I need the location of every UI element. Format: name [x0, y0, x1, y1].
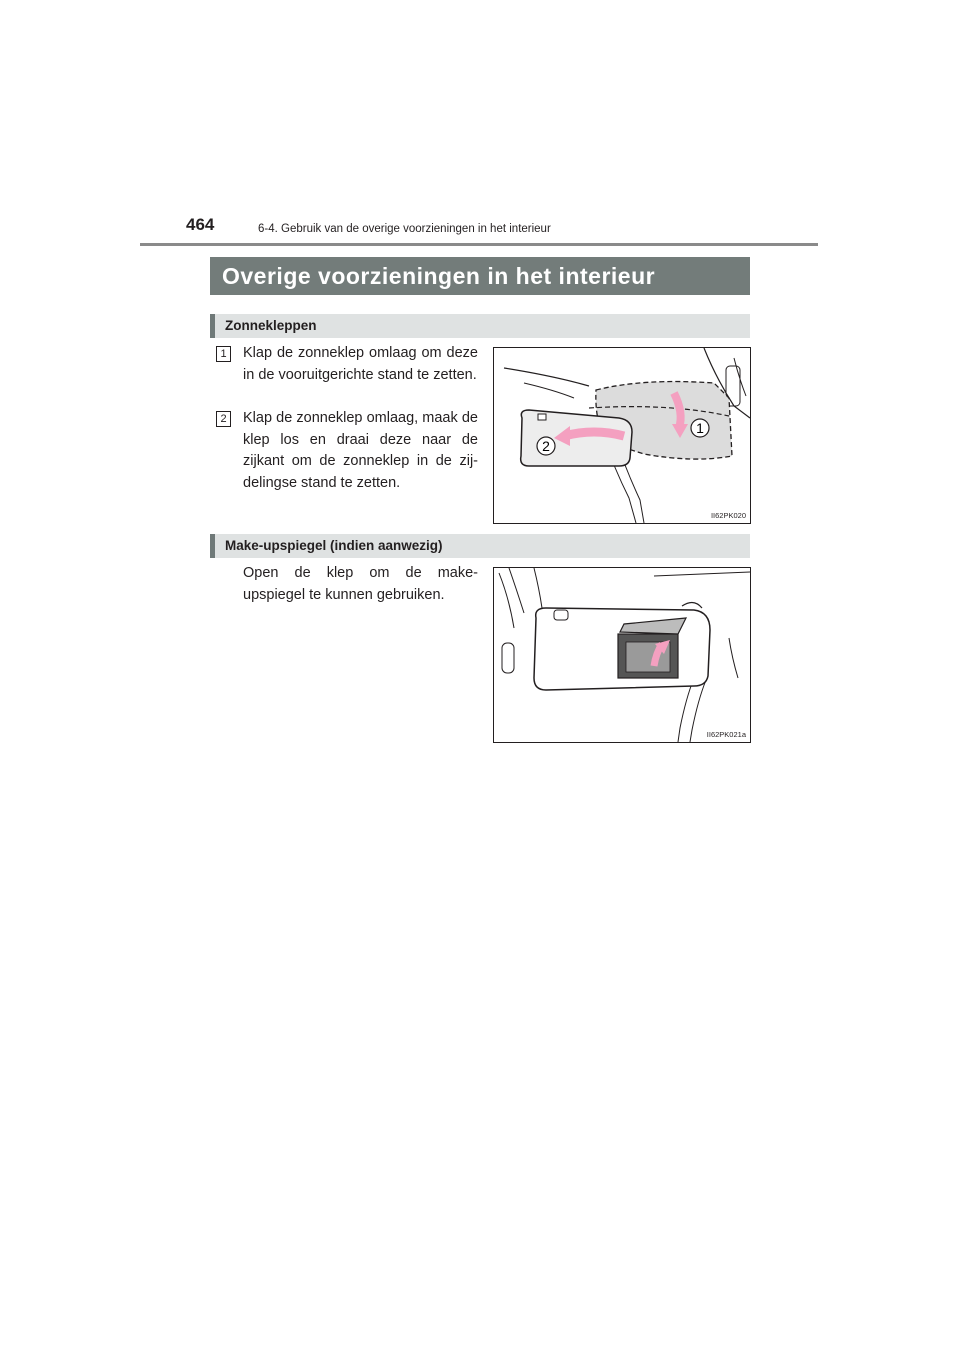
vanity-mirror-text: Open de klep om de make-upspiegel te kunnen gebruiken.: [243, 565, 478, 603]
running-head: 6-4. Gebruik van de overige voorzieningen in het interieur: [258, 223, 551, 235]
step-1-number: 1: [216, 346, 231, 362]
step-2-number: 2: [216, 411, 231, 427]
callout-1: 1: [696, 420, 704, 436]
step-2: [216, 408, 478, 494]
vanity-mirror-drawing: [494, 568, 750, 742]
section-title: Overige voorzieningen in het interieur: [210, 257, 750, 295]
figure-code-1: II62PK020: [710, 511, 746, 520]
page-number: 464: [186, 215, 215, 234]
vanity-mirror-illustration: [493, 567, 751, 743]
header-rule: [140, 243, 818, 246]
sun-visor-illustration: [493, 347, 751, 524]
step-1-text: Klap de zonneklep omlaag om deze in de vooruitgerichte stand te zetten.: [243, 345, 478, 383]
subheading-vanity-mirror: Make-upspiegel (indien aanwezig): [210, 534, 750, 558]
step-2-text: Klap de zonneklep omlaag, maak de klep los en draai deze naar de zijkant om de zonneklep in de zij-delingse stand te zetten.: [243, 410, 478, 491]
subheading-sun-visors: Zonnekleppen: [210, 314, 750, 338]
figure-code-2: II62PK021a: [706, 730, 746, 739]
sun-visor-drawing: [494, 348, 750, 523]
step-1: [216, 343, 478, 386]
callout-2: 2: [542, 438, 550, 454]
